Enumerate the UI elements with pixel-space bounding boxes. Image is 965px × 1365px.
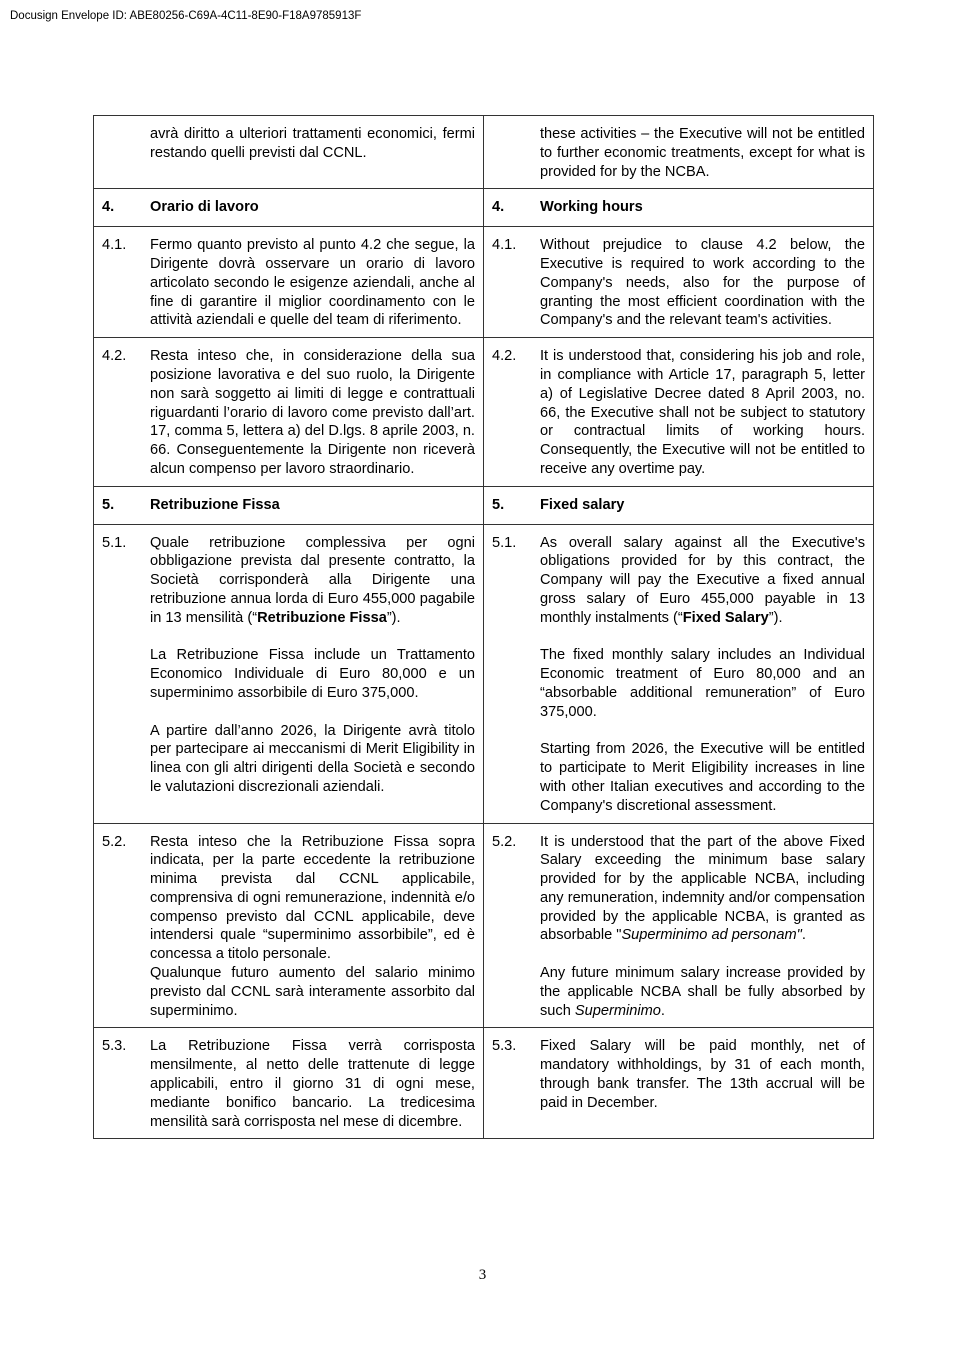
english-text: Starting from 2026, the Executive will be entitled to participate to Merit Eligibility increases in line with other Italian executives and according to the Company's discretional assessment. [540, 741, 865, 814]
italian-cell [94, 823, 484, 1028]
italian-cell [94, 486, 484, 524]
section-title-english: Fixed salary [540, 496, 625, 513]
defined-term: Retribuzione Fissa [257, 609, 387, 626]
italian-cell [94, 524, 484, 823]
english-cell [484, 486, 874, 524]
italian-cell [94, 1028, 484, 1139]
italian-text: Fermo quanto previsto al punto 4.2 che segue, la Dirigente dovrà osservare un orario di lavoro articolato secondo le esigenze aziendali, anche al fine di garantire il miglior coordinamento con le attività aziendali e quelle del team di riferimento. [150, 237, 475, 329]
english-cell [484, 823, 874, 1028]
docusign-envelope-id: Docusign Envelope ID: ABE80256-C69A-4C11-8E90-F18A9785913F [10, 10, 362, 22]
english-text: Fixed Salary will be paid monthly, net of mandatory withholdings, by 31 of each month, through bank transfer. The 13th accrual will be paid in December. [540, 1038, 865, 1111]
clause-number: 5.1. [102, 534, 127, 551]
section-number: 4. [102, 199, 115, 216]
section-title-italian: Orario di lavoro [150, 199, 259, 216]
english-cell [484, 227, 874, 338]
clause-number: 4.1. [492, 237, 517, 254]
english-text: It is understood that the part of the above Fixed Salary exceeding the minimum base salary provided for by the applicable NCBA, including any remuneration, indemnity and/or compensation provided by the applicable NCBA, is granted as absorbable "Superminimo ad personam". [540, 833, 865, 944]
section-number: 4. [492, 199, 505, 216]
italian-text: Resta inteso che la Retribuzione Fissa sopra indicata, per la parte eccedente la retribuzione minima prevista dal CCNL applicabile, comprensiva di ogni remunerazione, indennità e/o compenso previsto dal CCNL applicabile, deve intendersi quale “superminimo assorbibile”, ed è concessa a titolo personale. [150, 833, 475, 963]
section-heading-row [94, 486, 874, 524]
section-title-english: Working hours [540, 199, 643, 216]
english-cell [484, 524, 874, 823]
italian-text: La Retribuzione Fissa verrà corrisposta mensilmente, al netto delle trattenute di legge applicabili, entro il giorno 31 di ogni mese, mediante bonifico bancario. La tredicesima mensilità sarà corrisposta nel mese di dicembre. [150, 1038, 475, 1130]
section-number: 5. [102, 496, 115, 513]
italian-text: Resta inteso che, in considerazione della sua posizione lavorativa e del suo ruolo, la Dirigente non sarà soggetto ai limiti di legge e contrattuali riguardanti l’orario di lavoro come previsto dall’art. 17, comma 5, lettera a) del D.lgs. 8 aprile 2003, n. 66. Conseguentemente la Dirigente non riceverà alcun compenso per lavoro straordinario. [150, 348, 475, 477]
english-cell [484, 1028, 874, 1139]
clause-number: 5.2. [492, 833, 517, 850]
english-text: The fixed monthly salary includes an Individual Economic treatment of Euro 80,000 and an “absorbable additional remuneration” of Euro 375,000. [540, 647, 865, 720]
italian-text: A partire dall’anno 2026, la Dirigente avrà titolo per partecipare ai meccanismi di Merit Eligibility in linea con gli altri dirigenti della Società e secondo le valutazioni discrezionali aziendali. [150, 722, 475, 795]
table-row [94, 227, 874, 338]
clause-number: 4.2. [492, 348, 517, 365]
italian-text: Qualunque futuro aumento del salario minimo previsto dal CCNL sarà interamente assorbito dal superminimo. [150, 965, 475, 1019]
table-row [94, 1028, 874, 1139]
english-cell [484, 189, 874, 227]
italian-cell [94, 227, 484, 338]
english-cell [484, 338, 874, 487]
english-text: Any future minimum salary increase provided by the applicable NCBA shall be fully absorbed by such Superminimo. [540, 965, 865, 1019]
defined-term: Fixed Salary [682, 609, 769, 626]
italian-cell [94, 338, 484, 487]
italian-text: La Retribuzione Fissa include un Trattamento Economico Individuale di Euro 80,000 e un superminimo assorbibile di Euro 375,000. [150, 647, 475, 701]
italian-cell [94, 116, 484, 189]
italic-term: Superminimo [574, 1002, 661, 1019]
table-row [94, 524, 874, 823]
table-row [94, 116, 874, 189]
bilingual-contract-table [93, 115, 874, 1139]
english-text: As overall salary against all the Executive's obligations provided for by this contract, the Company will pay the Executive a fixed annual gross salary of Euro 455,000 payable in 13 monthly instalments (“Fixed Salary”). [540, 534, 865, 626]
clause-number: 5.3. [102, 1038, 127, 1055]
clause-number: 4.1. [102, 237, 127, 254]
english-cell [484, 116, 874, 189]
table-row [94, 823, 874, 1028]
clause-number: 5.1. [492, 534, 517, 551]
clause-number: 4.2. [102, 348, 127, 365]
italian-text: Quale retribuzione complessiva per ogni obbligazione prevista dal presente contratto, la Società corrisponderà alla Dirigente una retribuzione annua lorda di Euro 455,000 pagabile in 13 mensilità (“Retribuzione Fissa”). [150, 534, 475, 626]
italic-term: Superminimo ad personam" [621, 927, 802, 944]
italian-cell [94, 189, 484, 227]
clause-number: 5.3. [492, 1038, 517, 1055]
page-number: 3 [478, 1267, 487, 1283]
italian-text: avrà diritto a ulteriori trattamenti economici, fermi restando quelli previsti dal CCNL. [150, 126, 475, 161]
english-text: Without prejudice to clause 4.2 below, the Executive is required to work according to the Company's needs, also for the purpose of granting the most efficient coordination with the Company's and the relevant team's activities. [540, 237, 865, 329]
english-text: It is understood that, considering his job and role, in compliance with Article 17, paragraph 5, letter a) of Legislative Decree dated 8 April 2003, no. 66, the Executive shall not be subject to statutory or contractual limits of working hours. Consequently, the Executive will not be entitled to receive any overtime pay. [540, 348, 865, 477]
section-title-italian: Retribuzione Fissa [150, 496, 280, 513]
section-number: 5. [492, 496, 505, 513]
english-text: these activities – the Executive will not be entitled to further economic treatments, except for what is provided for by the NCBA. [540, 126, 865, 180]
clause-number: 5.2. [102, 833, 127, 850]
table-row [94, 338, 874, 487]
section-heading-row [94, 189, 874, 227]
